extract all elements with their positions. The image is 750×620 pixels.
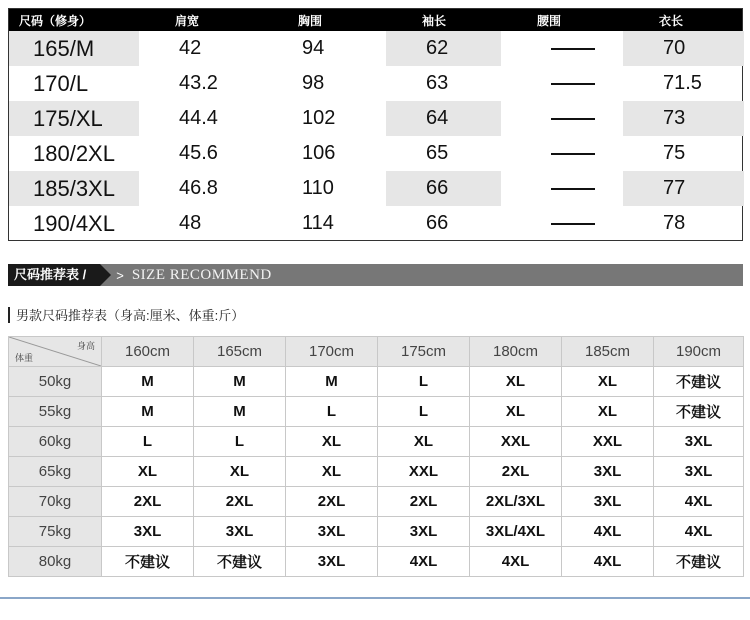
- size-recommend-table: [8, 336, 744, 577]
- section-banner: [8, 264, 743, 286]
- shoulder-cell: 46.8: [179, 177, 218, 199]
- height-header: 170cm: [286, 337, 378, 367]
- recommend-cell: 3XL: [102, 517, 194, 547]
- recommend-cell: XL: [470, 397, 562, 427]
- corner-cell: [9, 337, 102, 367]
- chest-cell: 110: [302, 177, 334, 199]
- recommend-cell: XL: [102, 457, 194, 487]
- bottom-rule: [0, 597, 750, 599]
- recommend-cell: M: [102, 397, 194, 427]
- recommend-cell: 4XL: [654, 517, 744, 547]
- length-cell: 73: [623, 101, 744, 136]
- recommend-cell: 4XL: [378, 547, 470, 577]
- waist-cell: [501, 66, 623, 101]
- recommend-cell: 3XL: [286, 547, 378, 577]
- size-chart-row: [9, 206, 742, 241]
- recommend-cell: 不建议: [654, 367, 744, 397]
- recommend-cell: L: [102, 427, 194, 457]
- sleeve-cell: 66: [426, 212, 449, 234]
- recommend-cell: 2XL: [286, 487, 378, 517]
- waist-cell: [501, 31, 623, 66]
- recommend-cell: 4XL: [654, 487, 744, 517]
- recommend-cell: 3XL: [286, 517, 378, 547]
- size-chart-body: [9, 31, 742, 241]
- chest-cell: 102: [302, 107, 336, 129]
- waist-cell: [501, 101, 623, 136]
- recommend-cell: 3XL: [562, 487, 654, 517]
- size-cell: 165/M: [9, 31, 139, 66]
- recommend-cell: 2XL: [378, 487, 470, 517]
- recommend-cell: 4XL: [562, 547, 654, 577]
- size-chart-row: [9, 171, 742, 206]
- recommend-cell: M: [286, 367, 378, 397]
- recommend-row: [9, 397, 744, 427]
- dash-mark: [551, 223, 595, 225]
- recommend-cell: L: [378, 397, 470, 427]
- length-cell: 75: [663, 142, 686, 164]
- height-header: 160cm: [102, 337, 194, 367]
- shoulder-cell: 43.2: [179, 72, 218, 94]
- recommend-body: [9, 367, 744, 577]
- size-chart-table: [8, 8, 743, 241]
- recommend-cell: 不建议: [654, 397, 744, 427]
- size-chart-row: [9, 66, 742, 101]
- recommend-cell: 3XL: [654, 427, 744, 457]
- dash-mark: [551, 153, 595, 155]
- recommend-cell: 不建议: [194, 547, 286, 577]
- recommend-cell: M: [194, 367, 286, 397]
- recommend-cell: 3XL: [194, 517, 286, 547]
- sleeve-cell: 62: [386, 31, 501, 66]
- dash-mark: [551, 83, 595, 85]
- chest-cell: 98: [302, 72, 325, 94]
- chest-cell: 114: [302, 212, 334, 234]
- recommend-cell: 3XL/4XL: [470, 517, 562, 547]
- recommend-cell: XL: [286, 427, 378, 457]
- recommend-cell: 3XL: [562, 457, 654, 487]
- recommend-row: [9, 517, 744, 547]
- banner-title: 尺码推荐表 /: [8, 264, 100, 286]
- recommend-cell: L: [194, 427, 286, 457]
- height-header: 190cm: [654, 337, 744, 367]
- recommend-caption-text: 男款尺码推荐表（身高:厘米、体重:斤）: [16, 308, 245, 323]
- length-cell: 77: [623, 171, 744, 206]
- recommend-cell: 4XL: [562, 517, 654, 547]
- weight-header: 65kg: [9, 457, 102, 487]
- chest-cell: 106: [302, 142, 336, 164]
- shoulder-cell: 48: [179, 212, 202, 234]
- dash-mark: [551, 118, 595, 120]
- shoulder-cell: 45.6: [179, 142, 218, 164]
- recommend-cell: XL: [562, 397, 654, 427]
- recommend-cell: XXL: [378, 457, 470, 487]
- sleeve-cell: 64: [386, 101, 501, 136]
- recommend-cell: 不建议: [654, 547, 744, 577]
- sleeve-cell: 66: [386, 171, 501, 206]
- size-chart-row: [9, 31, 742, 66]
- recommend-cell: L: [378, 367, 470, 397]
- recommend-cell: 2XL: [470, 457, 562, 487]
- recommend-cell: M: [102, 367, 194, 397]
- header-length: 衣长: [659, 13, 684, 28]
- height-header: 175cm: [378, 337, 470, 367]
- sleeve-cell: 65: [426, 142, 449, 164]
- header-waist: 腰围: [537, 13, 562, 28]
- caption-bar: [8, 307, 10, 323]
- length-cell: 78: [663, 212, 686, 234]
- size-cell: 185/3XL: [9, 171, 139, 206]
- waist-cell: [501, 206, 623, 241]
- size-chart-row: [9, 101, 742, 136]
- waist-cell: [501, 171, 623, 206]
- header-chest: 胸围: [298, 13, 323, 28]
- shoulder-cell: 44.4: [179, 107, 218, 129]
- height-header: 165cm: [194, 337, 286, 367]
- dash-mark: [551, 188, 595, 190]
- size-cell: 180/2XL: [33, 140, 115, 166]
- header-shoulder: 肩宽: [175, 13, 200, 28]
- length-cell: 71.5: [663, 72, 702, 94]
- recommend-cell: XXL: [470, 427, 562, 457]
- recommend-cell: XL: [194, 457, 286, 487]
- recommend-cell: 2XL: [102, 487, 194, 517]
- recommend-cell: 2XL/3XL: [470, 487, 562, 517]
- sleeve-cell: 63: [426, 72, 449, 94]
- recommend-cell: XL: [286, 457, 378, 487]
- weight-header: 75kg: [9, 517, 102, 547]
- recommend-cell: XL: [562, 367, 654, 397]
- recommend-header-row: [9, 337, 744, 367]
- recommend-cell: 3XL: [654, 457, 744, 487]
- dash-mark: [551, 48, 595, 50]
- weight-header: 70kg: [9, 487, 102, 517]
- recommend-cell: 4XL: [470, 547, 562, 577]
- recommend-row: [9, 367, 744, 397]
- weight-header: 55kg: [9, 397, 102, 427]
- recommend-row: [9, 427, 744, 457]
- waist-cell: [501, 136, 623, 171]
- recommend-row: [9, 457, 744, 487]
- chest-cell: 94: [302, 37, 325, 59]
- weight-header: 50kg: [9, 367, 102, 397]
- length-cell: 70: [623, 31, 744, 66]
- chevron-right-icon: >: [116, 267, 124, 283]
- recommend-row: [9, 547, 744, 577]
- size-cell: 190/4XL: [33, 210, 115, 236]
- size-chart-header: [9, 9, 742, 31]
- shoulder-cell: 42: [179, 37, 202, 59]
- height-header: 185cm: [562, 337, 654, 367]
- recommend-caption: [8, 305, 244, 324]
- size-chart-row: [9, 136, 742, 171]
- weight-header: 60kg: [9, 427, 102, 457]
- corner-weight-label: 体重: [15, 353, 34, 363]
- recommend-cell: XXL: [562, 427, 654, 457]
- recommend-cell: XL: [378, 427, 470, 457]
- size-cell: 175/XL: [9, 101, 139, 136]
- recommend-row: [9, 487, 744, 517]
- recommend-cell: 3XL: [378, 517, 470, 547]
- height-header: 180cm: [470, 337, 562, 367]
- recommend-cell: L: [286, 397, 378, 427]
- recommend-cell: 不建议: [102, 547, 194, 577]
- corner-height-label: 身高: [76, 341, 95, 351]
- size-cell: 170/L: [33, 70, 89, 96]
- recommend-cell: XL: [470, 367, 562, 397]
- recommend-cell: M: [194, 397, 286, 427]
- header-size: 尺码（修身）: [19, 13, 92, 28]
- weight-header: 80kg: [9, 547, 102, 577]
- recommend-cell: 2XL: [194, 487, 286, 517]
- banner-subtitle: SIZE RECOMMEND: [131, 266, 272, 283]
- header-sleeve: 袖长: [422, 13, 447, 28]
